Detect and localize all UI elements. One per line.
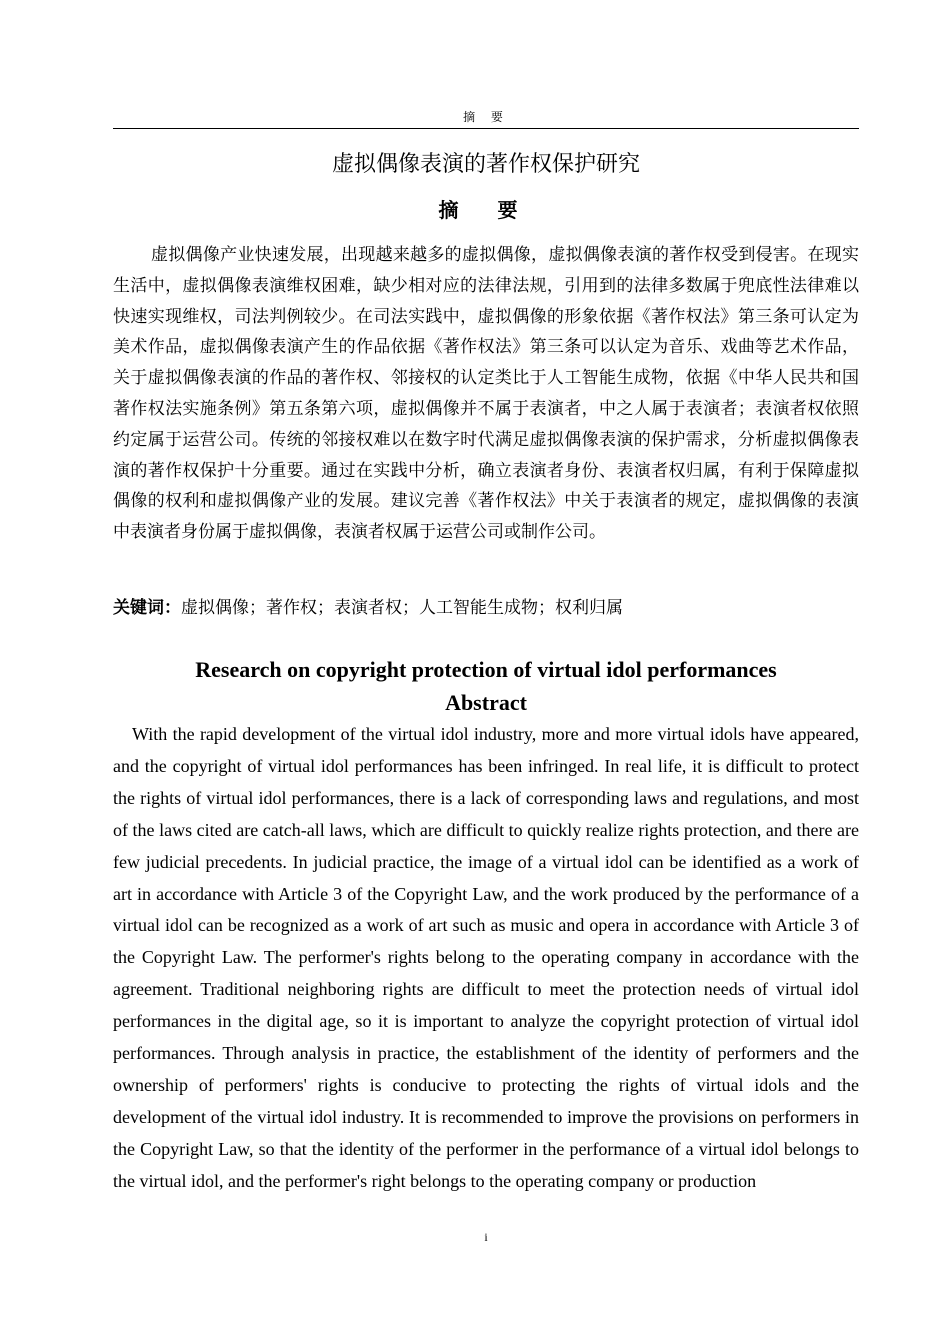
keywords-list: 虚拟偶像；著作权；表演者权；人工智能生成物；权利归属 <box>181 598 623 618</box>
english-abstract-heading: Abstract <box>445 690 527 715</box>
english-abstract-body: With the rapid development of the virtual idol industry, more and more virtual idols have appeared, and the copyright of virtual idol performances has been infringed. In real life, it is difficult to protect the rights of virtual idol performances, there is a lack of corresponding laws and regulations, and most of the laws cited are catch-all laws, which are difficult to quickly realize rights protection, and there are few judicial precedents. In judicial practice, the image of a virtual idol can be identified as a work of art in accordance with Article 3 of the Copyright Law, and the work produced by the performance of a virtual idol can be recognized as a work of art such as music and opera in accordance with Article 3 of the Copyright Law. The performer's rights belong to the operating company in accordance with the agreement. Traditional neighboring rights are difficult to meet the protection needs of virtual idol performances in the digital age, so it is important to analyze the copyright protection of virtual idol performances. Through analysis in practice, the establishment of the identity of performers and the ownership of performers' rights is conducive to protecting the rights of virtual idols and the development of the virtual idol industry. It is recommended to improve the provisions on performers in the Copyright Law, so that the identity of the performer in the performance of a virtual idol belongs to the virtual idol, and the performer's right belongs to the operating company or production <box>113 724 859 1191</box>
english-title: Research on copyright protection of virtual idol performances <box>195 657 777 682</box>
page-number: i <box>484 1230 488 1244</box>
chinese-keywords <box>113 594 859 622</box>
chinese-abstract-heading: 摘 要 <box>438 198 534 222</box>
chinese-abstract-body: 虚拟偶像产业快速发展，出现越来越多的虚拟偶像，虚拟偶像表演的著作权受到侵害。在现实生活中，虚拟偶像表演维权困难，缺少相对应的法律法规，引用到的法律多数属于兜底性法律难以快速实现维权，司法判例较少。在司法实践中，虚拟偶像的形象依据《著作权法》第三条可认定为美术作品，虚拟偶像表演产生的作品依据《著作权法》第三条可以认定为音乐、戏曲等艺术作品，关于虚拟偶像表演的作品的著作权、邻接权的认定类比于人工智能生成物，依据《中华人民共和国著作权法实施条例》第五条第六项，虚拟偶像并不属于表演者，中之人属于表演者；表演者权依照约定属于运营公司。传统的邻接权难以在数字时代满足虚拟偶像表演的保护需求，分析虚拟偶像表演的著作权保护十分重要。通过在实践中分析，确立表演者身份、表演者权归属，有利于保障虚拟偶像的权利和虚拟偶像产业的发展。建议完善《著作权法》中关于表演者的规定，虚拟偶像的表演中表演者身份属于虚拟偶像，表演者权属于运营公司或制作公司。 <box>113 245 859 543</box>
chinese-title: 虚拟偶像表演的著作权保护研究 <box>331 152 640 177</box>
keywords-label: 关键词： <box>113 598 181 618</box>
header-rule <box>113 128 859 129</box>
running-header: 摘 要 <box>463 110 509 124</box>
